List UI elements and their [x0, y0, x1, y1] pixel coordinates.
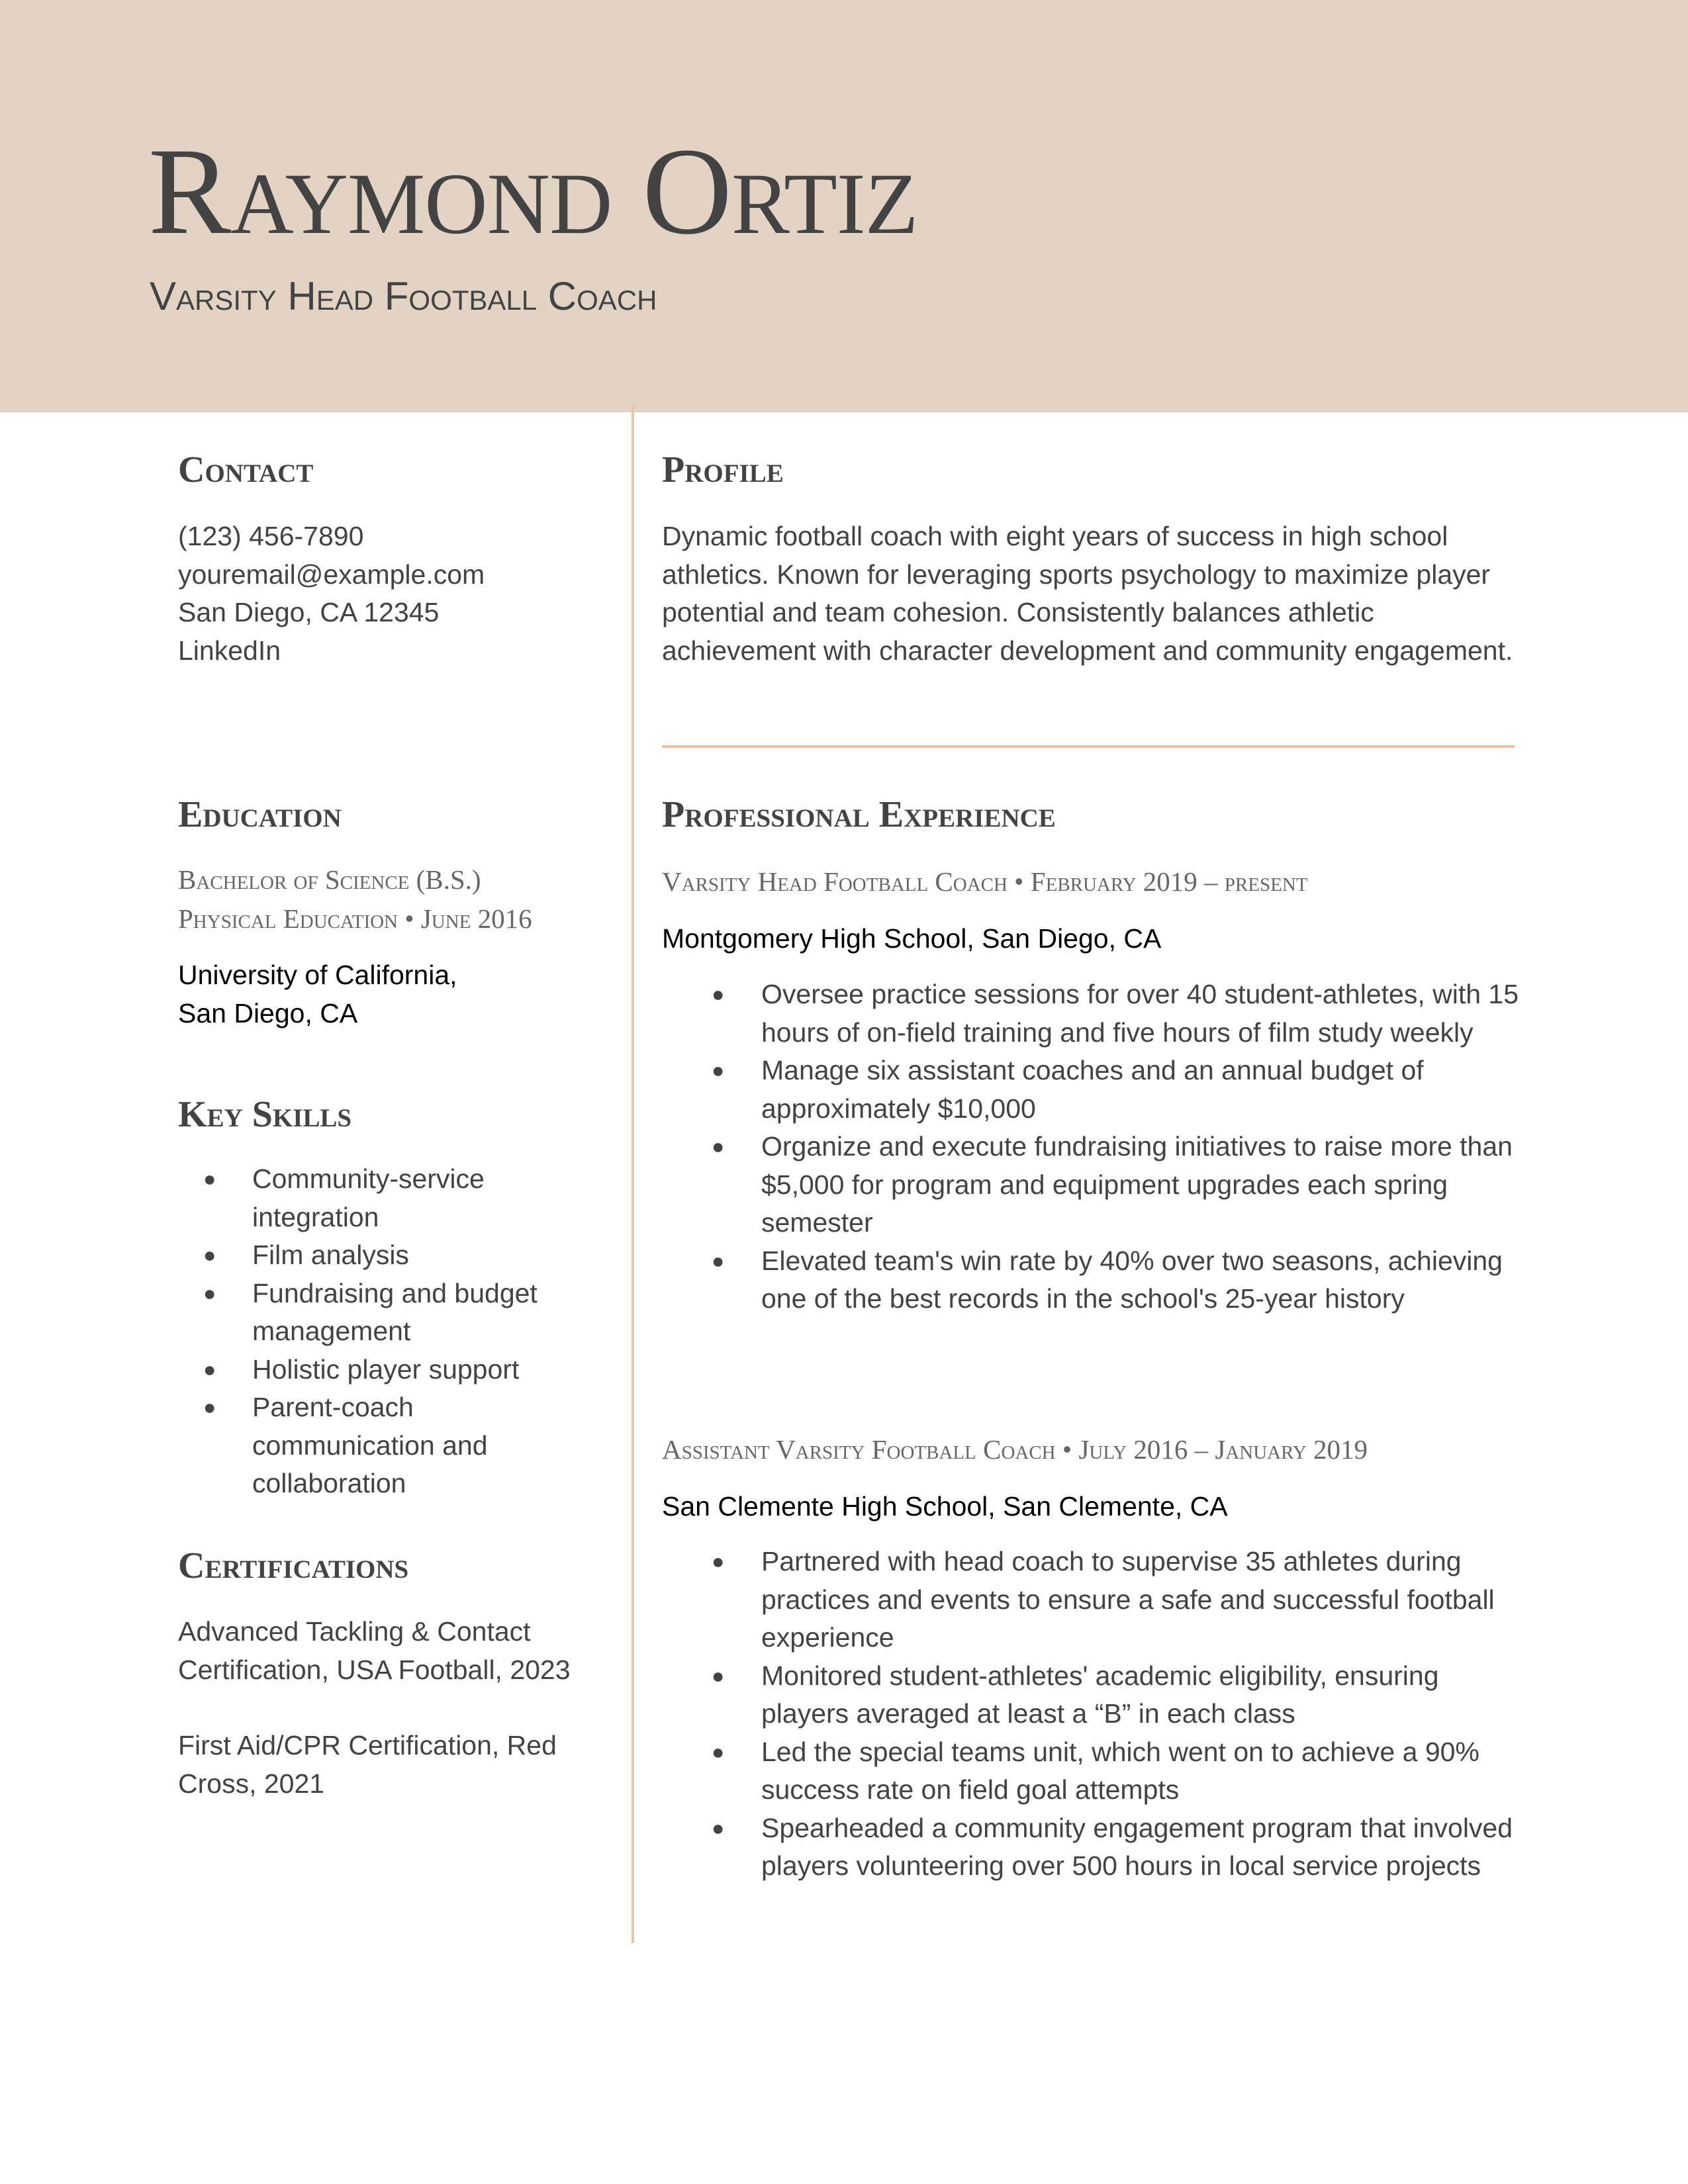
list-item: ● Fundraising and budget management	[178, 1275, 588, 1351]
list-item: ● Organize and execute fundraising initiatives to raise more than $5,000 for program and equipment upgrades each spring semester	[662, 1128, 1529, 1242]
bullet-icon: ●	[203, 1395, 216, 1419]
column-divider	[632, 405, 634, 1943]
skills-list	[178, 1160, 588, 1503]
list-item: ● Oversee practice sessions for over 40 student-athletes, with 15 hours of on-field training and five hours of film study weekly	[662, 976, 1529, 1052]
candidate-name: Raymond Ortiz	[148, 122, 918, 260]
bullet-icon: ●	[712, 1739, 725, 1764]
job-company: Montgomery High School, San Diego, CA	[662, 923, 1162, 954]
education-school	[178, 956, 602, 1032]
job-title-dates: Varsity Head Football Coach • February 2019 – present	[662, 866, 1308, 897]
education-school-line1: University of California,	[178, 960, 457, 990]
candidate-title: Varsity Head Football Coach	[150, 274, 657, 318]
bullet-icon: ●	[712, 1134, 725, 1158]
experience-heading: Professional Experience	[662, 794, 1056, 835]
list-item: ● Community-service integration	[178, 1160, 588, 1236]
list-item: ● Manage six assistant coaches and an annual budget of approximately $10,000	[662, 1052, 1529, 1128]
list-item: ● Holistic player support	[178, 1351, 588, 1389]
certifications-heading: Certifications	[178, 1545, 409, 1586]
bullet-icon: ●	[712, 1549, 725, 1573]
certification-item: Advanced Tackling & Contact Certification, USA Football, 2023	[178, 1616, 571, 1685]
list-item: ● Monitored student-athletes' academic eligibility, ensuring players averaged at least a “B” in each class	[662, 1657, 1529, 1733]
contact-location: San Diego, CA 12345	[178, 597, 440, 627]
contact-heading: Contact	[178, 449, 314, 490]
profile-heading: Profile	[662, 449, 784, 490]
profile-summary: Dynamic football coach with eight years of success in high school athletics. Known for leveraging sports psychology to maximize player potential and team cohesion. Consistently balances athletic achievement with character development and community engagement.	[662, 521, 1513, 666]
job-company: San Clemente High School, San Clemente, CA	[662, 1491, 1228, 1522]
contact-block	[178, 518, 602, 670]
bullet-icon: ●	[712, 1248, 725, 1273]
job-bullets	[662, 1543, 1529, 1886]
bullet-icon: ●	[203, 1243, 216, 1267]
list-item: ● Led the special teams unit, which went on to achieve a 90% success rate on field goal attempts	[662, 1733, 1529, 1809]
education-field-date: Physical Education • June 2016	[178, 903, 532, 934]
bullet-icon: ●	[203, 1281, 216, 1305]
education-heading: Education	[178, 794, 342, 835]
bullet-icon: ●	[203, 1357, 216, 1381]
list-item: ● Film analysis	[178, 1236, 588, 1275]
certification-item: First Aid/CPR Certification, Red Cross, 2021	[178, 1730, 557, 1799]
list-item: ● Parent-coach communication and collaboration	[178, 1388, 588, 1503]
bullet-icon: ●	[712, 1663, 725, 1688]
bullet-icon: ●	[712, 1815, 725, 1840]
job-bullets	[662, 976, 1529, 1318]
profile-divider	[662, 745, 1515, 748]
list-item: ● Spearheaded a community engagement program that involved players volunteering over 500 hours in local service projects	[662, 1809, 1529, 1886]
bullet-icon: ●	[203, 1167, 216, 1191]
contact-phone: (123) 456-7890	[178, 521, 364, 551]
job-title-dates: Assistant Varsity Football Coach • July 2016 – January 2019	[662, 1434, 1368, 1465]
list-item: ● Elevated team's win rate by 40% over two seasons, achieving one of the best records in the school's 25-year history	[662, 1242, 1529, 1318]
contact-linkedin: LinkedIn	[178, 635, 281, 666]
education-degree: Bachelor of Science (B.S.)	[178, 864, 481, 895]
bullet-icon: ●	[712, 1058, 725, 1082]
contact-email: youremail@example.com	[178, 559, 485, 590]
education-school-line2: San Diego, CA	[178, 997, 358, 1028]
bullet-icon: ●	[712, 982, 725, 1006]
skills-heading: Key Skills	[178, 1094, 352, 1135]
list-item: ● Partnered with head coach to supervise 35 athletes during practices and events to ensure a safe and successful football experience	[662, 1543, 1529, 1657]
